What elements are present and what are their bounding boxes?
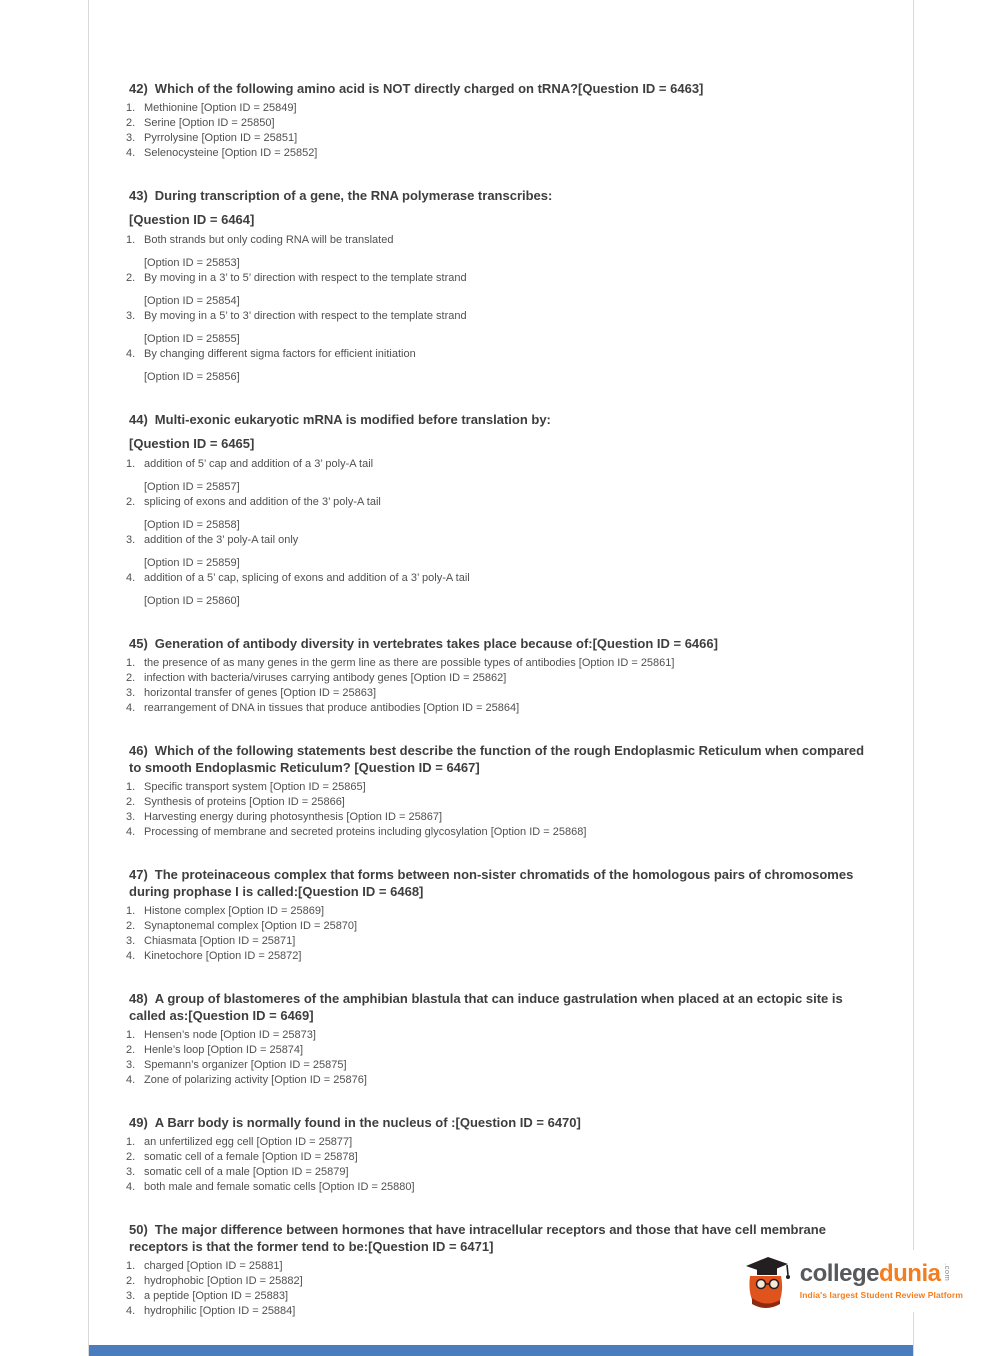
option-text: Histone complex [Option ID = 25869]: [144, 905, 325, 917]
question-title: [126, 990, 871, 1024]
option-row: [126, 780, 871, 795]
question-number: 43): [129, 188, 148, 203]
option-text: By moving in a 3’ to 5’ direction with respect to the template strand: [144, 272, 467, 284]
option-number: 3.: [126, 534, 136, 546]
question-block: [126, 187, 871, 385]
question-block: [126, 866, 871, 964]
option-number: 1.: [126, 1029, 136, 1041]
option-text: Kinetochore [Option ID = 25872]: [144, 950, 302, 962]
question-block: [126, 742, 871, 840]
option-number: 2.: [126, 272, 136, 284]
question-block: [126, 1114, 871, 1195]
logo-text-dotcom: .com: [942, 1263, 952, 1282]
option-row: [126, 233, 871, 271]
option-number: 2.: [126, 920, 136, 932]
option-number: 1.: [126, 1136, 136, 1148]
option-text: Both strands but only coding RNA will be translated: [144, 234, 394, 246]
option-row: [126, 101, 871, 116]
option-number: 4.: [126, 1305, 136, 1317]
option-number: 3.: [126, 132, 136, 144]
option-id: [Option ID = 25859]: [144, 557, 240, 569]
option-text: the presence of as many genes in the germ line as there are possible types of antibodies [Option ID = 25861]: [144, 657, 675, 669]
question-title: [126, 187, 871, 204]
question-text: Which of the following amino acid is NOT directly charged on tRNA?[Question ID = 6463]: [154, 81, 704, 96]
option-row: [126, 810, 871, 825]
option-row: [126, 795, 871, 810]
collegedunia-logo[interactable]: [738, 1250, 965, 1312]
option-number: 3.: [126, 935, 136, 947]
option-row: [126, 1135, 871, 1150]
option-text: hydrophilic [Option ID = 25884]: [144, 1305, 296, 1317]
options-list: [126, 457, 871, 609]
option-number: 3.: [126, 1290, 136, 1302]
collegedunia-wordmark: [800, 1262, 963, 1300]
option-row: [126, 116, 871, 131]
option-number: 4.: [126, 826, 136, 838]
option-text: horizontal transfer of genes [Option ID = 25863]: [144, 687, 377, 699]
option-id: [Option ID = 25860]: [144, 595, 240, 607]
option-id: [Option ID = 25855]: [144, 333, 240, 345]
option-text: Henle’s loop [Option ID = 25874]: [144, 1044, 304, 1056]
question-number: 44): [129, 412, 148, 427]
option-row: [126, 904, 871, 919]
option-row: [126, 347, 871, 385]
option-row: [126, 533, 871, 571]
option-number: 1.: [126, 458, 136, 470]
option-text: splicing of exons and addition of the 3’ poly-A tail: [144, 496, 381, 508]
option-number: 1.: [126, 781, 136, 793]
questions-list: [89, 0, 913, 1319]
question-title: [126, 1114, 871, 1131]
option-text: both male and female somatic cells [Option ID = 25880]: [144, 1181, 415, 1193]
option-number: 1.: [126, 234, 136, 246]
option-text: Selenocysteine [Option ID = 25852]: [144, 147, 318, 159]
option-id: [Option ID = 25856]: [144, 371, 240, 383]
page-bottom-bar: [89, 1345, 913, 1356]
option-number: 4.: [126, 950, 136, 962]
question-title: [126, 866, 871, 900]
page: [88, 0, 914, 1356]
option-number: 2.: [126, 117, 136, 129]
option-number: 2.: [126, 796, 136, 808]
option-row: [126, 271, 871, 309]
option-row: [126, 146, 871, 161]
option-number: 3.: [126, 687, 136, 699]
logo-text: [800, 1262, 963, 1286]
question-title: [126, 742, 871, 776]
option-row: [126, 825, 871, 840]
option-id: [Option ID = 25858]: [144, 519, 240, 531]
option-number: 3.: [126, 811, 136, 823]
options-list: [126, 656, 871, 716]
option-text: Methionine [Option ID = 25849]: [144, 102, 297, 114]
option-number: 3.: [126, 1166, 136, 1178]
option-text: addition of the 3’ poly-A tail only: [144, 534, 299, 546]
question-block: [126, 80, 871, 161]
question-number: 50): [129, 1222, 148, 1237]
option-text: Serine [Option ID = 25850]: [144, 117, 275, 129]
option-number: 4.: [126, 1181, 136, 1193]
option-row: [126, 1043, 871, 1058]
question-text: Multi-exonic eukaryotic mRNA is modified before translation by:: [154, 412, 551, 427]
option-number: 2.: [126, 1044, 136, 1056]
options-list: [126, 101, 871, 161]
option-text: Synthesis of proteins [Option ID = 25866]: [144, 796, 345, 808]
option-row: [126, 571, 871, 609]
question-number: 46): [129, 743, 148, 758]
question-id: [Question ID = 6465]: [129, 436, 255, 451]
option-row: [126, 1150, 871, 1165]
option-text: Pyrrolysine [Option ID = 25851]: [144, 132, 298, 144]
question-block: [126, 990, 871, 1088]
option-number: 4.: [126, 147, 136, 159]
question-block: [126, 635, 871, 716]
option-number: 1.: [126, 905, 136, 917]
option-text: Spemann’s organizer [Option ID = 25875]: [144, 1059, 347, 1071]
option-number: 4.: [126, 1074, 136, 1086]
option-text: charged [Option ID = 25881]: [144, 1260, 283, 1272]
option-row: [126, 949, 871, 964]
option-text: By changing different sigma factors for efficient initiation: [144, 348, 416, 360]
option-number: 4.: [126, 572, 136, 584]
option-text: By moving in a 5’ to 3’ direction with respect to the template strand: [144, 310, 467, 322]
options-list: [126, 780, 871, 840]
option-text: infection with bacteria/viruses carrying antibody genes [Option ID = 25862]: [144, 672, 507, 684]
logo-text-college: college: [799, 1260, 879, 1287]
option-row: [126, 671, 871, 686]
option-row: [126, 656, 871, 671]
option-row: [126, 1028, 871, 1043]
option-number: 3.: [126, 1059, 136, 1071]
question-title: [126, 411, 871, 428]
option-row: [126, 701, 871, 716]
option-row: [126, 1058, 871, 1073]
question-text: Generation of antibody diversity in vertebrates takes place because of:[Question ID = 6466]: [154, 636, 718, 651]
option-number: 3.: [126, 310, 136, 322]
option-row: [126, 131, 871, 146]
option-row: [126, 495, 871, 533]
question-title: [126, 635, 871, 652]
option-text: Harvesting energy during photosynthesis [Option ID = 25867]: [144, 811, 443, 823]
option-text: a peptide [Option ID = 25883]: [144, 1290, 289, 1302]
option-number: 2.: [126, 1151, 136, 1163]
question-number: 45): [129, 636, 148, 651]
option-text: Synaptonemal complex [Option ID = 25870]: [144, 920, 358, 932]
option-text: Processing of membrane and secreted proteins including glycosylation [Option ID = 25868]: [144, 826, 587, 838]
option-row: [126, 686, 871, 701]
question-text: A group of blastomeres of the amphibian blastula that can induce gastrulation when placed at an ectopic site is called as:[Question ID = 6469]: [129, 991, 843, 1023]
option-text: an unfertilized egg cell [Option ID = 25877]: [144, 1136, 353, 1148]
option-text: Zone of polarizing activity [Option ID = 25876]: [144, 1074, 367, 1086]
option-number: 1.: [126, 657, 136, 669]
option-row: [126, 1180, 871, 1195]
logo-tagline: India's largest Student Review Platform: [799, 1290, 963, 1300]
option-id: [Option ID = 25854]: [144, 295, 240, 307]
option-text: addition of 5’ cap and addition of a 3’ poly-A tail: [144, 458, 374, 470]
question-block: [126, 411, 871, 609]
option-text: hydrophobic [Option ID = 25882]: [144, 1275, 303, 1287]
question-text: The proteinaceous complex that forms between non-sister chromatids of the homologous pairs of chromosomes during prophase I is called:[Question ID = 6468]: [129, 867, 854, 899]
option-number: 1.: [126, 102, 136, 114]
option-id: [Option ID = 25853]: [144, 257, 240, 269]
collegedunia-logo-icon: [744, 1254, 790, 1308]
options-list: [126, 1135, 871, 1195]
options-list: [126, 1028, 871, 1088]
option-text: somatic cell of a female [Option ID = 25878]: [144, 1151, 358, 1163]
option-number: 2.: [126, 496, 136, 508]
option-text: addition of a 5’ cap, splicing of exons and addition of a 3’ poly-A tail: [144, 572, 470, 584]
question-text: During transcription of a gene, the RNA polymerase transcribes:: [154, 188, 553, 203]
option-row: [126, 934, 871, 949]
question-id: [Question ID = 6464]: [129, 212, 255, 227]
option-row: [126, 1165, 871, 1180]
option-row: [126, 309, 871, 347]
option-id: [Option ID = 25857]: [144, 481, 240, 493]
option-number: 2.: [126, 1275, 136, 1287]
question-number: 47): [129, 867, 148, 882]
option-text: somatic cell of a male [Option ID = 25879]: [144, 1166, 349, 1178]
question-number: 42): [129, 81, 148, 96]
option-number: 4.: [126, 702, 136, 714]
option-number: 2.: [126, 672, 136, 684]
option-row: [126, 457, 871, 495]
question-text: The major difference between hormones that have intracellular receptors and those that have cell membrane receptors is that the former tend to be:[Question ID = 6471]: [129, 1222, 826, 1254]
question-title: [126, 80, 871, 97]
options-list: [126, 233, 871, 385]
option-row: [126, 1073, 871, 1088]
question-number: 49): [129, 1115, 148, 1130]
option-text: Chiasmata [Option ID = 25871]: [144, 935, 296, 947]
option-text: Hensen’s node [Option ID = 25873]: [144, 1029, 316, 1041]
question-text: A Barr body is normally found in the nucleus of :[Question ID = 6470]: [154, 1115, 581, 1130]
option-row: [126, 919, 871, 934]
option-number: 4.: [126, 348, 136, 360]
options-list: [126, 904, 871, 964]
option-number: 1.: [126, 1260, 136, 1272]
option-text: rearrangement of DNA in tissues that produce antibodies [Option ID = 25864]: [144, 702, 520, 714]
option-text: Specific transport system [Option ID = 25865]: [144, 781, 366, 793]
question-number: 48): [129, 991, 148, 1006]
logo-text-dunia: dunia: [878, 1260, 941, 1287]
question-text: Which of the following statements best describe the function of the rough Endoplasmic Reticulum when compared to smooth Endoplasmic Reticulum? [Question ID = 6467]: [129, 743, 865, 775]
